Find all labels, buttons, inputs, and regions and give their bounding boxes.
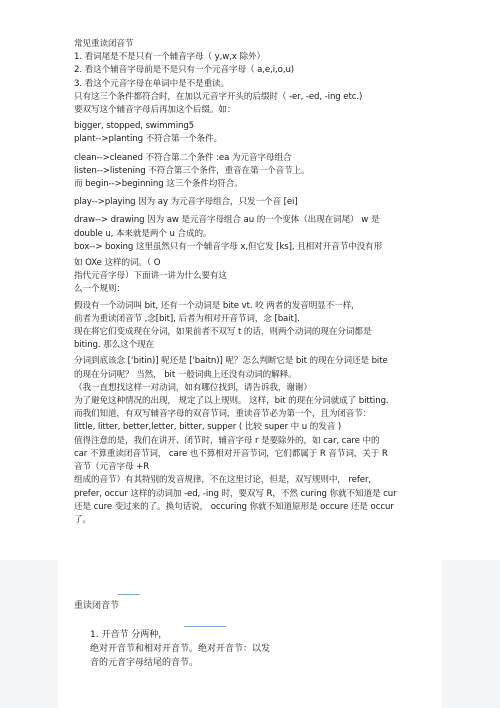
doc-line: bigger, stopped, swimming5	[74, 121, 195, 132]
doc-line: listen-->listening 不符合第三个条件，重音在第一个音节上。	[74, 165, 310, 176]
body-line: 音的元音字母结尾的音节。	[90, 658, 199, 668]
document-text	[74, 38, 430, 527]
doc-line: 而 begin-->beginning 这三个条件均符合。	[74, 179, 243, 190]
doc-line: 假设有一个动词叫 bit, 还有一个动词是 bite vt. 咬 两者的发音明显不一样，	[74, 300, 360, 311]
doc-line: 要双写这个辅音字母后再加这个后缀。如：	[74, 105, 236, 116]
doc-line: 组成的音节）有其特别的发音规律，不在这里讨论，但是，双写规则中， refer,	[74, 475, 372, 486]
doc-line: 还是 cure 变过来的了。换句话说， occuring 你就不知道原形是 occure 还是 occur	[74, 501, 394, 512]
doc-line: clean-->cleaned 不符合第二个条件 :ea 为元音字母组合	[74, 152, 292, 163]
doc-line: double u, 本来就是两个 u 合成的。	[74, 228, 212, 239]
doc-line: play-->playing 因为 ay 为元音字母组合，只发一个音 [ei]	[74, 197, 298, 208]
doc-line: 的现在分词呢？ 当然， bit 一般词典上还没有动词的解释。	[74, 369, 297, 380]
doc-line: draw--> drawing 因为 aw 是元音字母组合 au 的一个变体（出现在词尾） w 是	[74, 215, 380, 226]
doc-line: 音节（元音字母 +R	[74, 462, 150, 473]
doc-line: biting. 那么这个现在	[74, 340, 155, 351]
doc-line: 如 OXe 这样的词。（ O	[74, 258, 161, 269]
doc-line: 指代元音字母）下面讲一讲为什么要有这	[74, 271, 227, 282]
doc-line: 么一个规则：	[74, 284, 125, 295]
doc-line: plant-->planting 不符合第一个条件。	[74, 134, 223, 145]
doc-line: 分词到底该念 [‘bitin)] 呢还是 ['baitn)] 呢？怎么判断它是 bit 的现在分词还是 bite	[74, 356, 388, 367]
doc-line: 而我们知道，有双写辅音字母的双音节词，重读音节必为第一个，且为闭音节：	[74, 409, 372, 420]
doc-line: 只有这三个条件都符合时，在加以元音字开头的后缀时（ -er, -ed, -ing etc.)	[74, 91, 363, 102]
doc-line: 3. 看这个元音字母在单词中是不是重读。	[74, 78, 230, 89]
doc-line: （我一直想找这样一对动词，如有哪位找到，请告诉我，谢谢）	[74, 382, 312, 393]
section-body	[90, 628, 310, 670]
doc-line: 1. 看词尾是不是只有一个辅音字母（ y,w,x 除外）	[74, 52, 265, 63]
doc-line: 现在将它们变成现在分词，如果前者不双写 t 的话，则两个动词的现在分词都是	[74, 327, 372, 338]
doc-line: 前者为重读闭音节 ,念[bit], 后者为相对开音节词，念 [bait].	[74, 313, 300, 324]
section-title: 重读闭音节	[74, 601, 120, 611]
doc-line: 了。	[74, 514, 91, 525]
doc-line: little, litter, better,letter, bitter, supper ( 比较 super 中 u 的发音 )	[74, 422, 342, 433]
body-line: 绝对开音节和相对开音节。绝对开音节：以发	[90, 644, 271, 654]
doc-line: 2. 看这个辅音字母前是不是只有一个元音字母（ a,e,i,o,u)	[74, 65, 295, 76]
document-page-2	[58, 560, 442, 708]
header-rule	[118, 594, 140, 595]
doc-line: 值得注意的是，我们在讲开、闭节时，辅音字母 r 是要除外的，如 car, care 中的	[74, 435, 380, 446]
doc-line: 为了避免这种情况的出现， 规定了以上规则。 这样，bit 的现在分词就成了 bitting.	[74, 396, 389, 407]
body-line: 1. 开音节 分两种，	[90, 630, 168, 640]
doc-title: 常见重读闭音节	[74, 39, 134, 49]
doc-line: car 不算重读闭音节词， care 也不算相对开音节词，它们都属于 R 音节词，关于 R	[74, 448, 388, 459]
doc-line: prefer, occur 这样的动词加 -ed, -ing 时，要双写 R，不然 curing 你就不知道是 cur	[74, 488, 397, 499]
doc-line: box--> boxing 这里虽然只有一个辅音字母 x,但它发 [ks], 且相对开音节中没有形	[74, 241, 383, 252]
header-rule	[184, 626, 226, 627]
